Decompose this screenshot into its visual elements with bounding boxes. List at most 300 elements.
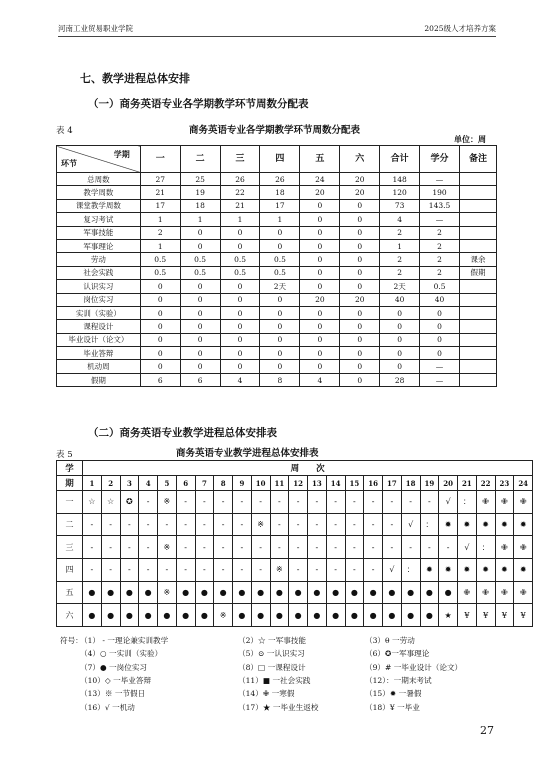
- col-header: 六: [340, 146, 380, 173]
- table-cell: 0: [340, 333, 380, 346]
- schedule-cell: ☆: [101, 491, 120, 514]
- schedule-cell: -: [364, 513, 383, 536]
- schedule-cell: ✪: [120, 491, 139, 514]
- week-number: 11: [270, 476, 289, 491]
- table-cell: 0: [180, 280, 220, 293]
- schedule-cell: -: [270, 513, 289, 536]
- table-cell: 2天: [260, 280, 300, 293]
- table-cell: 143.5: [420, 199, 460, 212]
- table-cell: 0: [140, 280, 180, 293]
- table4-row: [57, 186, 497, 199]
- schedule-cell: -: [101, 513, 120, 536]
- week-number: 19: [420, 476, 439, 491]
- schedule-cell: ●: [270, 604, 289, 627]
- schedule-cell: ●: [308, 604, 327, 627]
- schedule-cell: ¥: [476, 604, 495, 627]
- schedule-cell: ●: [195, 604, 214, 627]
- row-label: 机动周: [57, 360, 141, 373]
- schedule-cell: -: [101, 536, 120, 559]
- term-row: [57, 581, 533, 604]
- schedule-cell: √: [458, 536, 477, 559]
- col-header: 学分: [420, 146, 460, 173]
- legend-item: （6）✪一军事理论: [365, 649, 430, 659]
- table-cell: 120: [380, 186, 420, 199]
- week-number: 2: [101, 476, 120, 491]
- schedule-cell: -: [308, 491, 327, 514]
- table4-row: [57, 280, 497, 293]
- schedule-cell: -: [158, 513, 177, 536]
- schedule-cell: ✹: [476, 559, 495, 582]
- table-cell: 0: [220, 360, 260, 373]
- table-cell: 0: [260, 347, 300, 360]
- term-header-top: 学: [57, 461, 83, 476]
- schedule-cell: -: [195, 536, 214, 559]
- schedule-cell: ※: [158, 491, 177, 514]
- schedule-cell: -: [289, 559, 308, 582]
- schedule-cell: -: [439, 536, 458, 559]
- table-cell: 26: [220, 173, 260, 186]
- schedule-cell: -: [176, 491, 195, 514]
- schedule-cell: ●: [83, 581, 102, 604]
- table-cell: 0: [380, 306, 420, 319]
- table-cell: 21: [220, 199, 260, 212]
- table-cell: 0: [220, 226, 260, 239]
- table-cell: 0: [300, 360, 340, 373]
- schedule-cell: ●: [233, 581, 252, 604]
- schedule-cell: -: [345, 559, 364, 582]
- table5-label: 表 5: [56, 450, 73, 460]
- schedule-cell: -: [326, 559, 345, 582]
- legend-item: （10）◇ 一毕业答辩: [80, 675, 152, 685]
- table-cell: 0: [380, 320, 420, 333]
- schedule-cell: ●: [420, 604, 439, 627]
- table-cell: 0: [260, 306, 300, 319]
- table-cell: 73: [380, 199, 420, 212]
- schedule-cell: ●: [326, 604, 345, 627]
- table-cell: 20: [300, 293, 340, 306]
- schedule-cell: -: [83, 536, 102, 559]
- table-cell: 1: [180, 213, 220, 226]
- table-cell: 0: [340, 306, 380, 319]
- schedule-cell: -: [420, 536, 439, 559]
- table-cell: 21: [140, 186, 180, 199]
- table-cell: 0: [300, 213, 340, 226]
- table-cell: [460, 333, 497, 346]
- table5-caption: 商务英语专业教学进程总体安排表: [176, 448, 319, 459]
- table-cell: [460, 186, 497, 199]
- schedule-cell: ●: [83, 604, 102, 627]
- table-cell: —: [420, 173, 460, 186]
- schedule-cell: ※: [270, 559, 289, 582]
- schedule-cell: ※: [158, 536, 177, 559]
- schedule-cell: ¥: [458, 604, 477, 627]
- table-cell: [460, 320, 497, 333]
- schedule-cell: -: [139, 536, 158, 559]
- table-cell: 2: [420, 239, 460, 252]
- schedule-cell: √: [401, 513, 420, 536]
- table-cell: [460, 213, 497, 226]
- schedule-cell: ●: [383, 604, 402, 627]
- table4-row: [57, 320, 497, 333]
- table-cell: 0: [260, 239, 300, 252]
- table-cell: 0: [260, 360, 300, 373]
- table4-row: [57, 333, 497, 346]
- row-label: 毕业设计（论文）: [57, 333, 141, 346]
- table5-body: [57, 461, 533, 627]
- schedule-cell: -: [251, 536, 270, 559]
- schedule-cell: ●: [120, 604, 139, 627]
- legend-item: （18）¥ 一毕业: [365, 702, 420, 712]
- schedule-cell: -: [308, 513, 327, 536]
- schedule-cell: -: [364, 536, 383, 559]
- schedule-cell: -: [233, 491, 252, 514]
- table-cell: 0: [420, 320, 460, 333]
- schedule-cell: -: [195, 513, 214, 536]
- schedule-cell: ★: [439, 604, 458, 627]
- schedule-cell: ✙: [495, 581, 514, 604]
- schedule-cell: -: [214, 513, 233, 536]
- week-number: 14: [326, 476, 345, 491]
- legend-item: （13）※ 一节假日: [80, 689, 146, 699]
- table-cell: 0: [140, 333, 180, 346]
- col-header: 五: [300, 146, 340, 173]
- schedule-cell: -: [158, 559, 177, 582]
- table-cell: 1: [260, 213, 300, 226]
- term-label: 二: [57, 513, 83, 536]
- schedule-cell: ●: [364, 604, 383, 627]
- schedule-cell: ✙: [495, 491, 514, 514]
- schedule-cell: -: [214, 559, 233, 582]
- table-cell: 40: [380, 293, 420, 306]
- table-cell: 0.5: [260, 266, 300, 279]
- schedule-cell: -: [401, 491, 420, 514]
- schedule-cell: -: [289, 536, 308, 559]
- table-cell: 0: [300, 280, 340, 293]
- week-number: 4: [139, 476, 158, 491]
- table-cell: 0: [300, 226, 340, 239]
- schedule-cell: ●: [195, 581, 214, 604]
- table4-row: [57, 239, 497, 252]
- col-header: 二: [180, 146, 220, 173]
- col-header: 合计: [380, 146, 420, 173]
- schedule-cell: ●: [158, 604, 177, 627]
- section-title: 七、教学进程总体安排: [80, 72, 190, 85]
- page-number: 27: [480, 724, 494, 737]
- table-cell: 0: [220, 280, 260, 293]
- table-cell: 0: [140, 347, 180, 360]
- corner-activity-label: 环节: [61, 158, 77, 168]
- schedule-cell: ※: [214, 604, 233, 627]
- schedule-cell: ✙: [458, 581, 477, 604]
- table-cell: 0: [140, 320, 180, 333]
- table-cell: —: [420, 373, 460, 386]
- table-cell: 1: [220, 213, 260, 226]
- table-cell: 0.5: [180, 253, 220, 266]
- table-cell: 0: [340, 253, 380, 266]
- table-cell: 0: [180, 320, 220, 333]
- subsection-title-1: （一）商务英语专业各学期教学环节周数分配表: [88, 98, 309, 110]
- table4-row: [57, 213, 497, 226]
- schedule-cell: ●: [345, 604, 364, 627]
- table5-header-row: [57, 461, 533, 476]
- schedule-cell: ●: [289, 581, 308, 604]
- table-cell: 1: [140, 213, 180, 226]
- schedule-cell: ：: [401, 559, 420, 582]
- schedule-cell: ●: [176, 581, 195, 604]
- schedule-cell: ¥: [495, 604, 514, 627]
- table4-corner-cell: [57, 146, 141, 173]
- term-row: [57, 559, 533, 582]
- week-number: 8: [214, 476, 233, 491]
- table-cell: 28: [380, 373, 420, 386]
- schedule-cell: ：: [476, 536, 495, 559]
- schedule-cell: -: [289, 491, 308, 514]
- table-cell: 0: [420, 333, 460, 346]
- table4-row: [57, 293, 497, 306]
- table5-week-row: [57, 476, 533, 491]
- schedule-cell: ●: [251, 604, 270, 627]
- schedule-cell: -: [308, 559, 327, 582]
- table-cell: 148: [380, 173, 420, 186]
- week-number: 18: [401, 476, 420, 491]
- table4-header-row: [57, 146, 497, 173]
- table-cell: 0.5: [220, 253, 260, 266]
- term-header-bottom: 期: [57, 476, 83, 491]
- row-label: 岗位实习: [57, 293, 141, 306]
- table-cell: [460, 347, 497, 360]
- schedule-cell: -: [195, 491, 214, 514]
- schedule-cell: ●: [439, 581, 458, 604]
- week-number: 15: [345, 476, 364, 491]
- table-cell: 0: [180, 239, 220, 252]
- table-cell: 0: [220, 333, 260, 346]
- schedule-cell: -: [364, 491, 383, 514]
- schedule-cell: ●: [289, 604, 308, 627]
- term-label: 六: [57, 604, 83, 627]
- row-label: 军事理论: [57, 239, 141, 252]
- table-cell: 0.5: [220, 266, 260, 279]
- row-label: 认识实习: [57, 280, 141, 293]
- legend-label: 符号：: [60, 636, 83, 645]
- table4-caption: 商务英语专业各学期教学环节周数分配表: [189, 125, 361, 136]
- schedule-cell: ※: [251, 513, 270, 536]
- table-cell: 4: [220, 373, 260, 386]
- schedule-cell: -: [345, 491, 364, 514]
- table-cell: 19: [180, 186, 220, 199]
- table4-row: [57, 347, 497, 360]
- term-label: 四: [57, 559, 83, 582]
- table4-row: [57, 266, 497, 279]
- schedule-cell: ※: [158, 581, 177, 604]
- table-cell: 0: [220, 239, 260, 252]
- schedule-cell: ✙: [476, 581, 495, 604]
- schedule-cell: -: [326, 491, 345, 514]
- term-row: [57, 491, 533, 514]
- legend-item: （3）θ 一劳动: [365, 636, 415, 645]
- table-cell: 0: [260, 320, 300, 333]
- legend-item: （4）○ 一实训（实验）: [80, 649, 163, 659]
- schedule-cell: ✙: [514, 536, 533, 559]
- legend-item: （12）：一期末考试: [365, 675, 432, 685]
- table-cell: 22: [220, 186, 260, 199]
- schedule-cell: -: [420, 491, 439, 514]
- subsection-title-2: （二）商务英语专业教学进程总体安排表: [88, 427, 277, 439]
- table-cell: 0: [340, 347, 380, 360]
- week-number: 1: [83, 476, 102, 491]
- table-cell: 0: [180, 306, 220, 319]
- table-cell: 0: [300, 239, 340, 252]
- schedule-cell: -: [251, 491, 270, 514]
- table-cell: 0: [260, 333, 300, 346]
- table-cell: 0: [340, 199, 380, 212]
- legend-item: （9）# 一毕业设计（论文）: [365, 662, 463, 672]
- term-label: 一: [57, 491, 83, 514]
- table-cell: [460, 293, 497, 306]
- table4-row: [57, 226, 497, 239]
- table-cell: 0: [140, 360, 180, 373]
- schedule-cell: -: [345, 513, 364, 536]
- table-cell: 0: [300, 347, 340, 360]
- week-number: 24: [514, 476, 533, 491]
- table-cell: 0: [220, 306, 260, 319]
- table-cell: 2: [420, 253, 460, 266]
- schedule-cell: ✙: [514, 491, 533, 514]
- table4-body: [57, 146, 497, 387]
- table-cell: 0: [380, 333, 420, 346]
- schedule-cell: -: [383, 536, 402, 559]
- schedule-cell: ✹: [514, 513, 533, 536]
- table-cell: 0: [340, 373, 380, 386]
- table-cell: 0: [300, 320, 340, 333]
- table-cell: 0.5: [140, 266, 180, 279]
- table-cell: 27: [140, 173, 180, 186]
- table-cell: 40: [420, 293, 460, 306]
- corner-term-label: 学期: [113, 149, 130, 159]
- week-number: 6: [176, 476, 195, 491]
- schedule-cell: -: [308, 536, 327, 559]
- week-number: 22: [476, 476, 495, 491]
- table-cell: 0: [300, 306, 340, 319]
- schedule-cell: ✹: [458, 513, 477, 536]
- schedule-cell: ：: [420, 513, 439, 536]
- table-cell: 6: [180, 373, 220, 386]
- table-cell: [460, 239, 497, 252]
- legend-item: （16）√ 一机动: [80, 702, 135, 712]
- legend-item: （11）■ 一社会实践: [238, 675, 311, 685]
- legend-item: （1） - 一理论兼实训教学: [80, 636, 169, 645]
- schedule-cell: -: [326, 536, 345, 559]
- schedule-cell: -: [233, 559, 252, 582]
- page-header: [58, 22, 496, 37]
- schedule-cell: ●: [139, 604, 158, 627]
- table-cell: 6: [140, 373, 180, 386]
- legend-item: （7）● 一岗位实习: [80, 662, 148, 672]
- table-cell: 20: [340, 293, 380, 306]
- week-number: 20: [439, 476, 458, 491]
- table4-row: [57, 253, 497, 266]
- schedule-cell: ●: [383, 581, 402, 604]
- schedule-cell: ✹: [495, 513, 514, 536]
- schedule-cell: ●: [401, 581, 420, 604]
- row-label: 社会实践: [57, 266, 141, 279]
- schedule-cell: -: [383, 513, 402, 536]
- table-cell: 假期: [460, 266, 497, 279]
- week-number: 13: [308, 476, 327, 491]
- schedule-cell: -: [195, 559, 214, 582]
- row-label: 军事技能: [57, 226, 141, 239]
- table4: [56, 145, 497, 387]
- term-row: [57, 536, 533, 559]
- schedule-cell: ✹: [439, 513, 458, 536]
- table-cell: 17: [140, 199, 180, 212]
- table-cell: 0: [140, 293, 180, 306]
- legend-item: （5）⊙ 一认识实习: [238, 649, 305, 659]
- term-row: [57, 604, 533, 627]
- table-cell: 0: [380, 347, 420, 360]
- table4-unit: 单位：周: [454, 134, 486, 144]
- table-cell: 0: [260, 226, 300, 239]
- schedule-cell: -: [139, 513, 158, 536]
- schedule-cell: -: [83, 559, 102, 582]
- schedule-cell: -: [139, 559, 158, 582]
- week-number: 23: [495, 476, 514, 491]
- term-label: 三: [57, 536, 83, 559]
- term-label: 五: [57, 581, 83, 604]
- schedule-cell: -: [83, 513, 102, 536]
- schedule-cell: -: [120, 536, 139, 559]
- term-row: [57, 513, 533, 536]
- table4-label: 表 4: [56, 126, 73, 136]
- table-cell: 0: [180, 333, 220, 346]
- table-cell: [460, 280, 497, 293]
- schedule-cell: -: [176, 559, 195, 582]
- row-label: 毕业答辩: [57, 347, 141, 360]
- table4-row: [57, 306, 497, 319]
- table-cell: 0: [180, 347, 220, 360]
- schedule-cell: ●: [420, 581, 439, 604]
- schedule-cell: ●: [270, 581, 289, 604]
- table4-row: [57, 373, 497, 386]
- schedule-cell: -: [383, 491, 402, 514]
- schedule-cell: -: [270, 536, 289, 559]
- week-number: 7: [195, 476, 214, 491]
- week-number: 17: [383, 476, 402, 491]
- schedule-cell: -: [326, 513, 345, 536]
- table-cell: 0: [180, 293, 220, 306]
- schedule-cell: -: [345, 536, 364, 559]
- row-label: 课程设计: [57, 320, 141, 333]
- table-cell: 25: [180, 173, 220, 186]
- schedule-cell: ●: [120, 581, 139, 604]
- legend-item: （2）☆ 一军事技能: [238, 636, 306, 645]
- table-cell: 8: [260, 373, 300, 386]
- table-cell: 0.5: [420, 280, 460, 293]
- schedule-cell: ✹: [420, 559, 439, 582]
- week-number: 10: [251, 476, 270, 491]
- table4-row: [57, 199, 497, 212]
- table5: [56, 460, 533, 627]
- table-cell: 2: [380, 226, 420, 239]
- table4-row: [57, 360, 497, 373]
- schedule-cell: ●: [214, 581, 233, 604]
- schedule-cell: ✹: [476, 513, 495, 536]
- schedule-cell: ●: [176, 604, 195, 627]
- table-cell: 2: [140, 226, 180, 239]
- table-cell: 20: [300, 186, 340, 199]
- schedule-cell: -: [251, 559, 270, 582]
- table-cell: 0: [300, 253, 340, 266]
- table-cell: 0: [340, 213, 380, 226]
